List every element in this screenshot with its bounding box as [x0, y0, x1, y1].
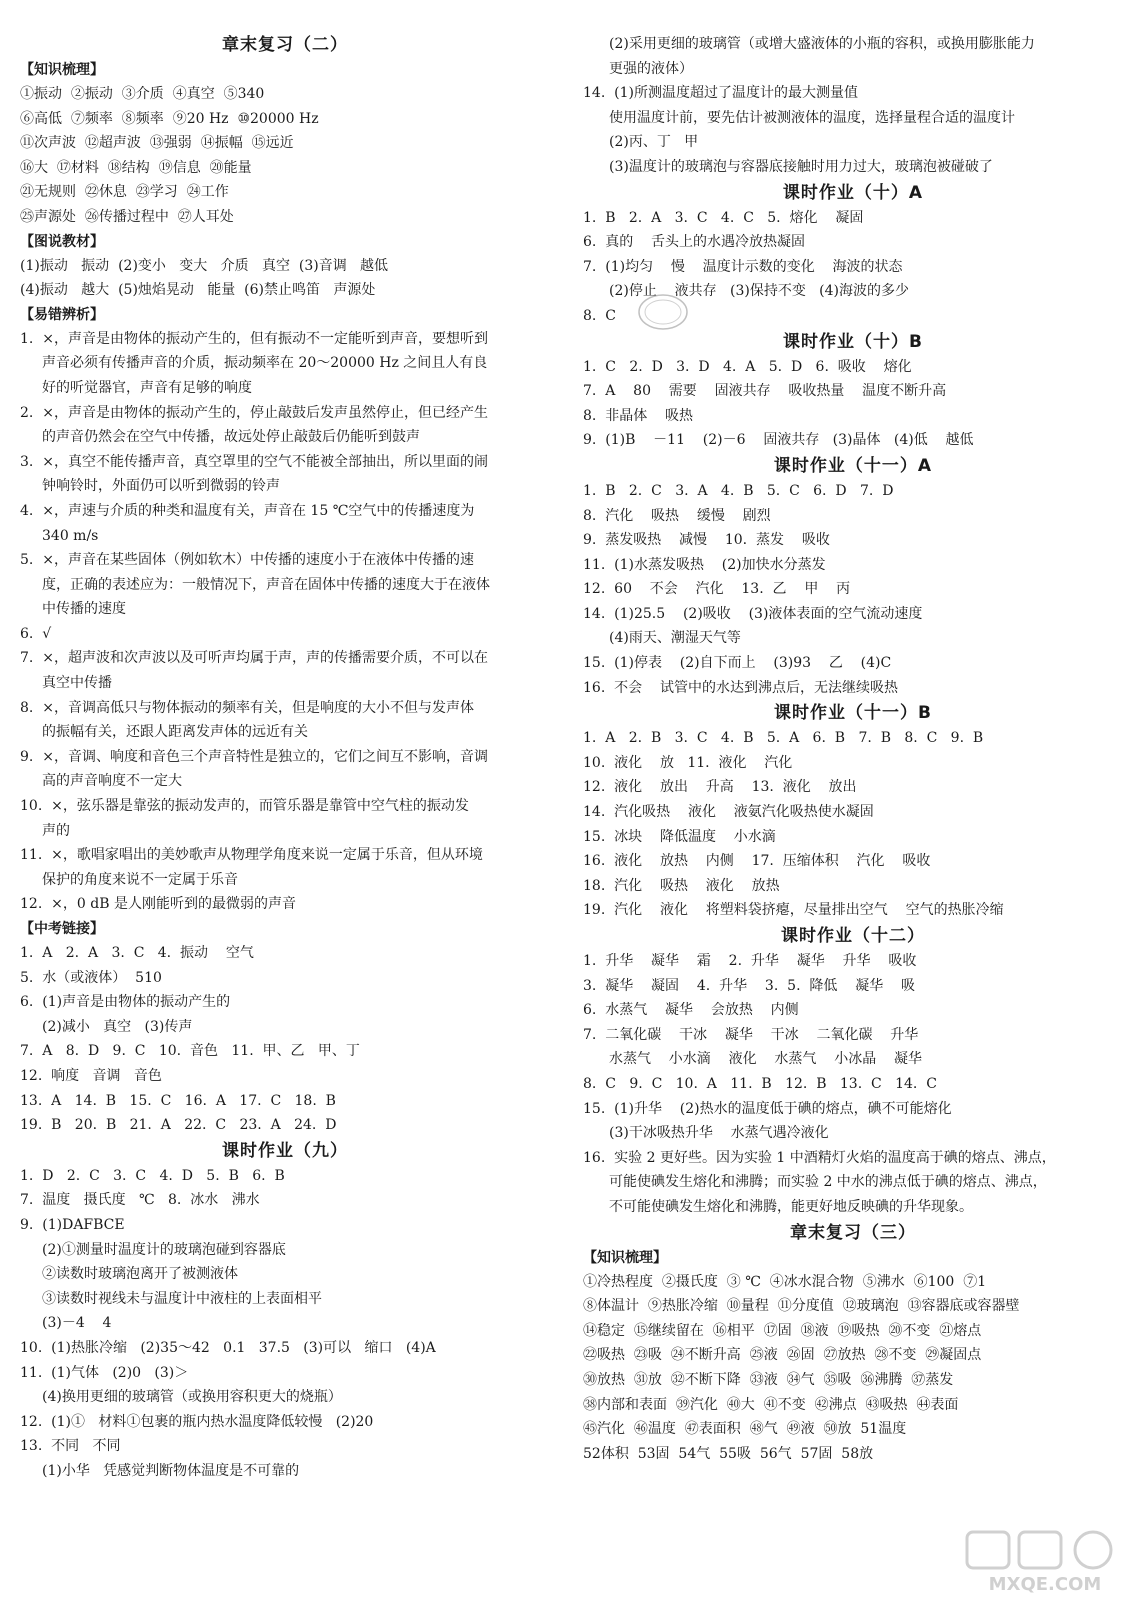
answer-line: (1)振动 振动 (2)变小 变大 介质 真空 (3)音调 越低: [20, 257, 389, 274]
answer-line: 52体积 53固 54气 55吸 56气 57固 58放: [583, 1445, 874, 1462]
watermark-logo-icon: [965, 1530, 1125, 1594]
answer-line: ㉚放热 ㉛放 ㉜不断下降 ㉝液 ㉞气 ㉟吸 ㊱沸腾 ㊲蒸发: [583, 1371, 954, 1388]
answer-line: 声的: [42, 822, 70, 839]
answer-line: 使用温度计前，要先估计被测液体的温度，选择量程合适的温度计: [609, 109, 1015, 126]
section-title: 课时作业（十一）A: [773, 455, 933, 476]
answer-line: 的声音仍然会在空气中传播，故远处停止敲鼓后仍能听到鼓声: [42, 429, 420, 446]
answer-line: ⑯大 ⑰材料 ⑱结构 ⑲信息 ⑳能量: [20, 159, 252, 176]
answer-line: (3)－4 4: [42, 1315, 112, 1332]
answer-line: 2. ×，声音是由物体的振动产生的，停止敲鼓后发声虽然停止，但已经产生: [20, 404, 488, 421]
answer-line: 1. B 2. A 3. C 4. C 5. 熔化 凝固: [583, 209, 864, 226]
answer-line: 度，正确的表述应为：一般情况下，声音在固体中传播的速度大于在液体: [42, 576, 490, 593]
answer-line: 声音必须有传播声音的介质，振动频率在 20～20000 Hz 之间且人有良: [42, 355, 488, 372]
answer-line: 12. 响度 音调 音色: [20, 1067, 162, 1084]
answer-line: 4. ×，声速与介质的种类和温度有关，声音在 15 ℃空气中的传播速度为: [20, 502, 475, 519]
answer-line: ㊺汽化 ㊻温度 ㊼表面积 ㊽气 ㊾液 ㊿放 51温度: [583, 1421, 907, 1438]
answer-line: 可能使碘发生熔化和沸腾；而实验 2 中水的沸点低于碘的熔点、沸点，: [609, 1174, 1047, 1191]
stamp-icon: [637, 292, 689, 332]
answer-line: 19. B 20. B 21. A 22. C 23. A 24. D: [20, 1117, 337, 1134]
answer-line: 14. (1)所测温度超过了温度计的最大测量值: [583, 85, 858, 102]
answer-line: 14. (1)25.5 (2)吸收 (3)液体表面的空气流动速度: [583, 605, 923, 622]
answer-line: (2)采用更细的玻璃管（或增大盛液体的小瓶的容积，或换用膨胀能力: [609, 36, 1035, 52]
answer-line: 340 m/s: [42, 527, 99, 544]
answer-line: 14. 汽化吸热 液化 液氨汽化吸热使水凝固: [583, 804, 874, 821]
answer-line: 15. 冰块 降低温度 小水滴: [583, 828, 776, 845]
answer-line: 10. ×，弦乐器是靠弦的振动发声的，而管乐器是靠管中空气柱的振动发: [20, 798, 469, 815]
section-title: 课时作业（九）: [222, 1140, 348, 1161]
section-heading: 【中考链接】: [20, 921, 104, 937]
answer-line: 5. ×，声音在某些固体（例如软木）中传播的速度小于在液体中传播的速: [20, 552, 474, 569]
answer-line: 5. 水（或液体） 510: [20, 969, 162, 986]
answer-line: 6. 真的 舌头上的水遇冷放热凝固: [583, 234, 806, 251]
answer-line: 8. 汽化 吸热 缓慢 剧烈: [583, 507, 771, 524]
answer-line: 6. √: [20, 625, 52, 642]
answer-line: (3)干冰吸热升华 水蒸气遇冷液化: [609, 1125, 829, 1142]
answer-line: 钟响铃时，外面仍可以听到微弱的铃声: [42, 478, 280, 495]
answer-line: (2)停止 液共存 (3)保持不变 (4)海波的多少: [609, 283, 909, 300]
answer-line: 7. 二氧化碳 干冰 凝华 干冰 二氧化碳 升华: [583, 1026, 919, 1043]
section-heading: 【易错辨析】: [20, 306, 104, 323]
answer-line: 13. 不同 不同: [20, 1438, 121, 1455]
answer-line: 7. 温度 摄氏度 ℃ 8. 冰水 沸水: [20, 1192, 260, 1209]
answer-line: (2)丙、丁 甲: [609, 134, 699, 151]
answer-line: 12. ×，0 dB 是人刚能听到的最微弱的声音: [20, 896, 296, 913]
answer-line: 3. 凝华 凝固 4. 升华 3. 5. 降低 凝华 吸: [583, 977, 916, 994]
answer-line: 16. 液化 放热 内侧 17. 压缩体积 汽化 吸收: [583, 853, 931, 870]
answer-line: 18. 汽化 吸热 液化 放热: [583, 877, 780, 894]
answer-line: 高的声音响度不一定大: [42, 773, 182, 790]
section-title: 课时作业（十）A: [782, 182, 924, 203]
answer-line: 不可能使碘发生熔化和沸腾，能更好地反映碘的升华现象。: [609, 1198, 973, 1215]
answer-line: 的振幅有关，还跟人距离发声体的远近有关: [42, 724, 308, 741]
answer-line: ㊳内部和表面 ㊴汽化 ㊵大 ㊶不变 ㊷沸点 ㊸吸热 ㊹表面: [583, 1396, 959, 1413]
answer-line: 真空中传播: [42, 675, 112, 692]
answer-line: 12. 液化 放出 升高 13. 液化 放出: [583, 779, 857, 796]
answer-line: ⑥高低 ⑦频率 ⑧频率 ⑨20 Hz ⑩20000 Hz: [20, 110, 319, 127]
answer-line: 好的听觉器官，声音有足够的响度: [42, 379, 252, 396]
left-column: [20, 32, 550, 1483]
answer-line: ㉑无规则 ㉒休息 ㉓学习 ㉔工作: [20, 184, 229, 201]
answer-line: 更强的液体）: [609, 60, 693, 77]
section-title: 章末复习（二）: [222, 35, 348, 55]
answer-line: 12. (1)① 材料①包裹的瓶内热水温度降低较慢 (2)20: [20, 1413, 374, 1430]
answer-line: 1. A 2. A 3. C 4. 振动 空气: [20, 945, 254, 961]
answer-line: 10. 液化 放 11. 液化 汽化: [583, 754, 793, 771]
answer-line: 1. A 2. B 3. C 4. B 5. A 6. B 7. B 8. C 9. B: [583, 730, 984, 747]
answer-line: 6. 水蒸气 凝华 会放热 内侧: [583, 1002, 799, 1019]
answer-line: 13. A 14. B 15. C 16. A 17. C 18. B: [20, 1092, 336, 1109]
answer-line: (2)①测量时温度计的玻璃泡碰到容器底: [42, 1241, 286, 1258]
answer-line: ①振动 ②振动 ③介质 ④真空 ⑤340: [20, 86, 265, 102]
answer-line: 9. (1)DAFBCE: [20, 1216, 125, 1233]
answer-line: ③读数时视线未与温度计中液柱的上表面相平: [42, 1290, 322, 1307]
answer-line: 11. ×，歌唱家唱出的美妙歌声从物理学角度来说一定属于乐音，但从环境: [20, 847, 483, 864]
answer-line: 7. A 80 需要 固液共存 吸收热量 温度不断升高: [583, 383, 947, 400]
answer-line: 10. (1)热胀冷缩 (2)35～42 0.1 37.5 (3)可以 缩口 (4)A: [20, 1339, 436, 1356]
answer-line: 水蒸气 小水滴 液化 水蒸气 小冰晶 凝华: [609, 1051, 923, 1068]
answer-line: 1. 升华 凝华 霜 2. 升华 凝华 升华 吸收: [583, 953, 917, 969]
answer-line: (3)温度计的玻璃泡与容器底接触时用力过大，玻璃泡被碰破了: [609, 158, 993, 175]
section-title: 章末复习（三）: [790, 1222, 916, 1243]
answer-line: 19. 汽化 液化 将塑料袋挤瘪，尽量排出空气 空气的热胀冷缩: [583, 902, 1004, 919]
answer-line: (4)换用更细的玻璃管（或换用容积更大的烧瓶）: [42, 1389, 342, 1406]
answer-line: 8. C 9. C 10. A 11. B 12. B 13. C 14. C: [583, 1075, 937, 1092]
answer-line: 11. (1)水蒸发吸热 (2)加快水分蒸发: [583, 556, 826, 573]
answer-line: (4)雨天、潮湿天气等: [609, 630, 741, 647]
answer-line: 15. (1)停表 (2)自下而上 (3)93 乙 (4)C: [583, 655, 892, 672]
answer-line: 1. ×，声音是由物体的振动产生的，但有振动不一定能听到声音，要想听到: [20, 330, 488, 347]
answer-line: 保护的角度来说不一定属于乐音: [42, 871, 238, 888]
answer-line: 7. A 8. D 9. C 10. 音色 11. 甲、乙 甲、丁: [20, 1043, 360, 1060]
answer-line: 16. 实验 2 更好些。因为实验 1 中酒精灯火焰的温度高于碘的熔点、沸点，: [583, 1149, 1056, 1166]
watermark-text: MXQE.COM: [988, 1574, 1102, 1594]
section-title: 课时作业（十）B: [783, 331, 923, 352]
answer-line: ㉒吸热 ㉓吸 ㉔不断升高 ㉕液 ㉖固 ㉗放热 ㉘不变 ㉙凝固点: [583, 1347, 982, 1364]
answer-line: ②读数时玻璃泡离开了被测液体: [42, 1266, 238, 1283]
answer-line: 8. C: [583, 307, 616, 324]
answer-line: ㉕声源处 ㉖传播过程中 ㉗人耳处: [20, 208, 234, 225]
answer-line: (4)振动 越大 (5)烛焰晃动 能量 (6)禁止鸣笛 声源处: [20, 282, 376, 299]
answer-line: 11. (1)气体 (2)0 (3)＞: [20, 1364, 189, 1381]
answer-line: 16. 不会 试管中的水达到沸点后，无法继续吸热: [583, 679, 898, 696]
answer-line: 1. D 2. C 3. C 4. D 5. B 6. B: [20, 1167, 285, 1184]
answer-line: 15. (1)升华 (2)热水的温度低于碘的熔点，碘不可能熔化: [583, 1100, 952, 1117]
section-title: 课时作业（十二）: [781, 926, 925, 946]
answer-line: 1. C 2. D 3. D 4. A 5. D 6. 吸收 熔化: [583, 358, 912, 375]
answer-line: 6. (1)声音是由物体的振动产生的: [20, 994, 231, 1011]
answer-line: 9. 蒸发吸热 减慢 10. 蒸发 吸收: [583, 532, 830, 549]
answer-line: 9. ×，音调、响度和音色三个声音特性是独立的，它们之间互不影响，音调: [20, 748, 488, 765]
answer-line: ⑧体温计 ⑨热胀冷缩 ⑩量程 ⑪分度值 ⑫玻璃泡 ⑬容器底或容器壁: [583, 1298, 1020, 1315]
answer-line: 1. B 2. C 3. A 4. B 5. C 6. D 7. D: [583, 482, 894, 499]
section-heading: 【知识梳理】: [583, 1249, 667, 1266]
section-heading: 【知识梳理】: [20, 62, 104, 78]
answer-line: 7. ×，超声波和次声波以及可听声均属于声，声的传播需要介质，不可以在: [20, 650, 488, 667]
answer-line: 9. (1)B －11 (2)－6 固液共存 (3)晶体 (4)低 越低: [583, 432, 974, 449]
right-column: [583, 32, 1123, 1466]
answer-line: 7. (1)均匀 慢 温度计示数的变化 海波的状态: [583, 258, 903, 275]
answer-line: ⑪次声波 ⑫超声波 ⑬强弱 ⑭振幅 ⑮远近: [20, 135, 294, 152]
answer-line: 3. ×，真空不能传播声音，真空罩里的空气不能被全部抽出，所以里面的闹: [20, 453, 488, 470]
section-heading: 【图说教材】: [20, 233, 104, 250]
answer-line: 12. 60 不会 汽化 13. 乙 甲 丙: [583, 581, 851, 598]
section-title: 课时作业（十一）B: [774, 703, 932, 724]
answer-line: 8. ×，音调高低只与物体振动的频率有关，但是响度的大小不但与发声体: [20, 699, 474, 716]
answer-line: (2)减小 真空 (3)传声: [42, 1018, 193, 1035]
answer-line: (1)小华 凭感觉判断物体温度是不可靠的: [42, 1462, 300, 1479]
answer-line: ①冷热程度 ②摄氏度 ③ ℃ ④冰水混合物 ⑤沸水 ⑥100 ⑦1: [583, 1273, 987, 1290]
answer-line: ⑭稳定 ⑮继续留在 ⑯相平 ⑰固 ⑱液 ⑲吸热 ⑳不变 ㉑熔点: [583, 1322, 982, 1339]
answer-line: 8. 非晶体 吸热: [583, 407, 694, 424]
answer-line: 中传播的速度: [42, 601, 126, 618]
